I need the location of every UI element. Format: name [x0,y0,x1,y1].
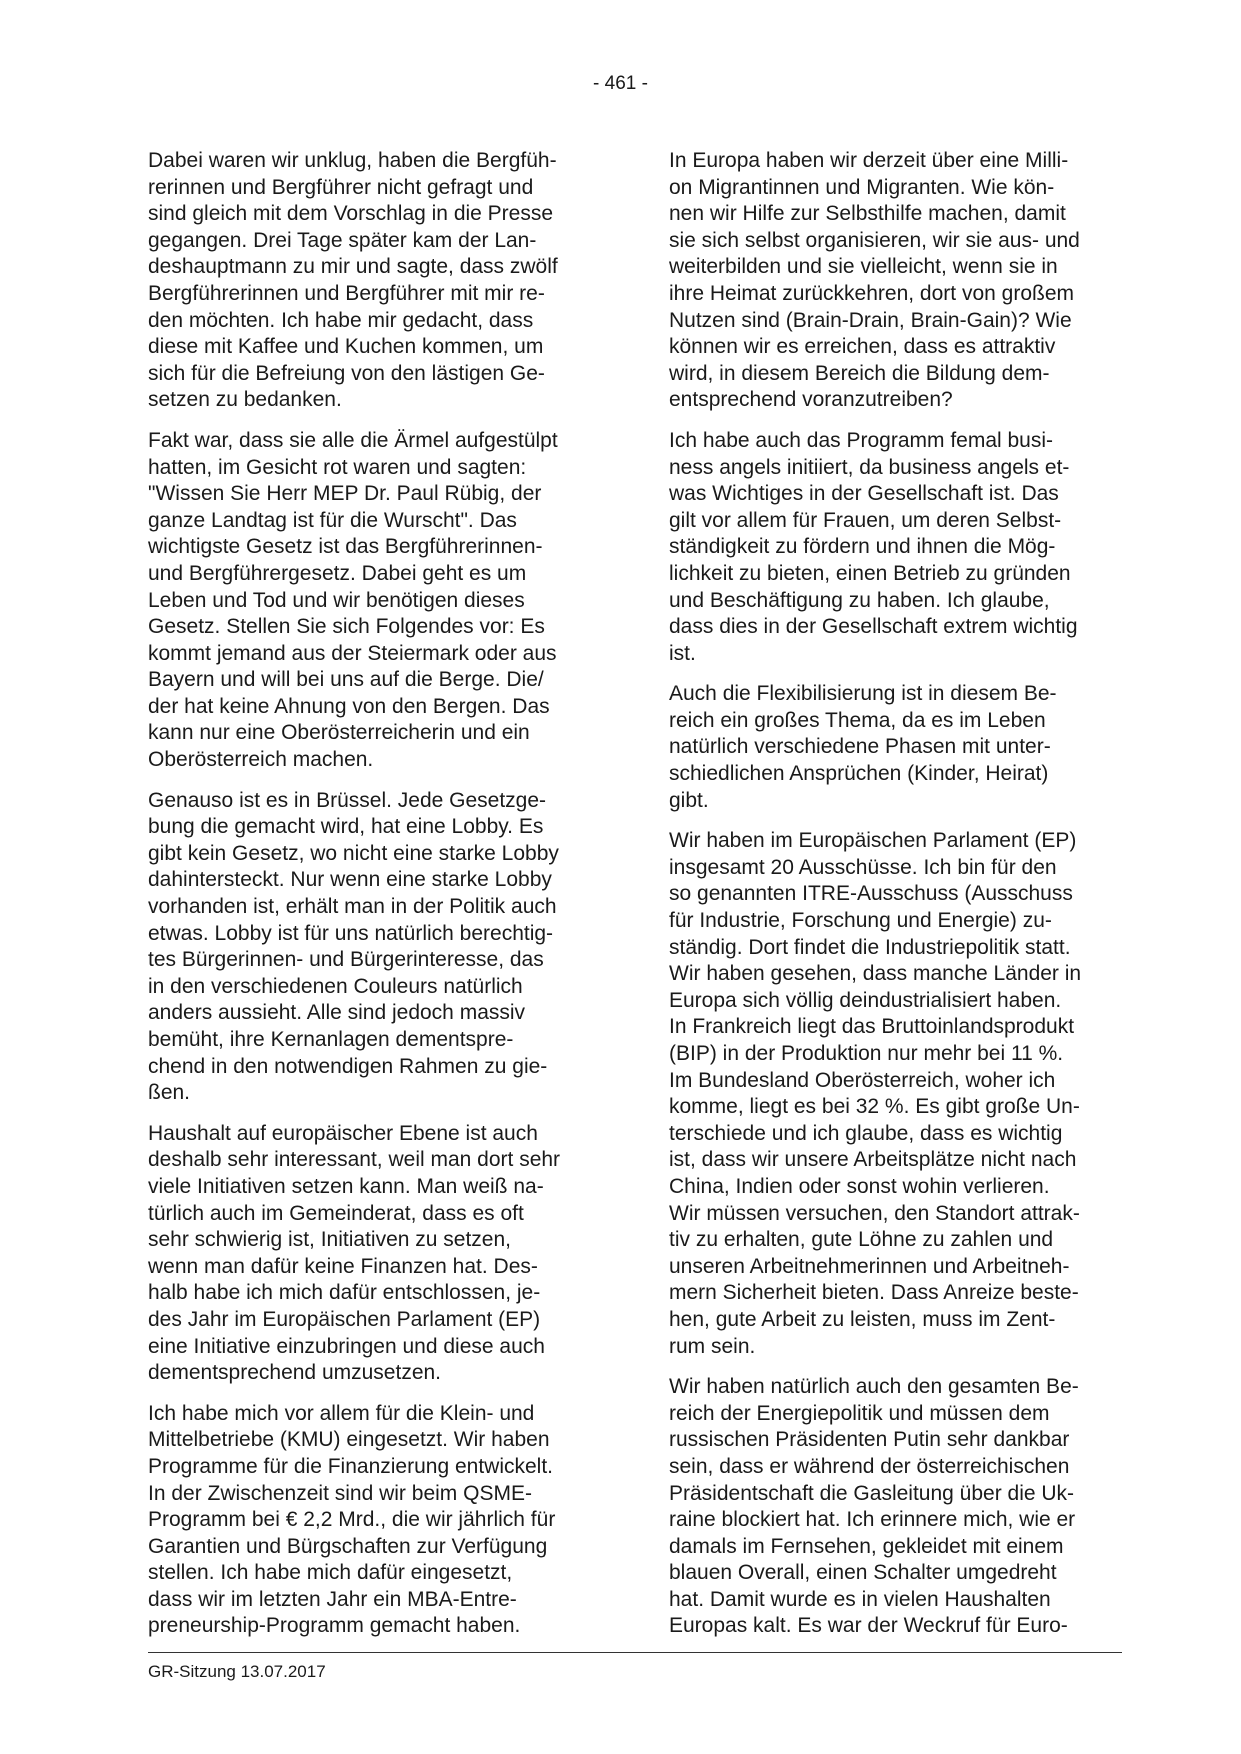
text-line: dass wir im letzten Jahr ein MBA-Entre- [148,1587,517,1611]
text-line: In Frankreich liegt das Bruttoinlandsprodukt [669,1015,1075,1039]
text-line: türlich auch im Gemeinderat, dass es oft [148,1201,524,1225]
text-line: Ich habe mich vor allem für die Klein- und [148,1401,535,1425]
text-line: Europa sich völlig deindustrialisiert haben. [669,988,1062,1012]
text-line: gibt kein Gesetz, wo nicht eine starke Lobby [148,841,559,865]
text-line: Im Bundesland Oberösterreich, woher ich [669,1068,1056,1092]
text-line: ness angels initiiert, da business angels et- [669,455,1070,479]
footer-session-date: GR-Sitzung 13.07.2017 [148,1662,326,1681]
text-line: Wir haben natürlich auch den gesamten Be- [669,1375,1079,1399]
text-line: hen, gute Arbeit zu leisten, muss im Zent- [669,1307,1056,1331]
text-line: und Beschäftigung zu haben. Ich glaube, [669,588,1050,612]
paragraph [148,428,610,774]
text-line: gegangen. Drei Tage später kam der Lan- [148,228,537,252]
text-line: dahintersteckt. Nur wenn eine starke Lobby [148,868,552,892]
text-line: ist. [669,641,696,665]
text-line: etwas. Lobby ist für uns natürlich berechtig- [148,921,554,945]
text-line: ständig. Dort findet die Industriepolitik statt. [669,935,1071,959]
text-line: weiterbilden und sie vielleicht, wenn sie in [669,255,1058,279]
text-line: preneurship-Programm gemacht haben. [148,1614,521,1638]
text-line: viele Initiativen setzen kann. Man weiß na- [148,1174,544,1198]
text-line: hat. Damit wurde es in vielen Haushalten [669,1587,1051,1611]
text-line: tiv zu erhalten, gute Löhne zu zahlen und [669,1228,1054,1252]
text-line: rum sein. [669,1334,756,1358]
right-column [669,148,1131,1654]
paragraph [669,148,1131,414]
paragraph [669,428,1131,667]
paragraph [669,1374,1131,1640]
text-line: kommt jemand aus der Steiermark oder aus [148,641,557,665]
text-line: sein, dass er während der österreichischen [669,1454,1070,1478]
paragraph [669,828,1131,1360]
text-line: und Bergführergesetz. Dabei geht es um [148,561,527,585]
text-line: sind gleich mit dem Vorschlag in die Presse [148,202,554,226]
text-line: deshauptmann zu mir und sagte, dass zwölf [148,255,558,279]
text-line: Bergführerinnen und Bergführer mit mir re- [148,281,545,305]
text-line: tes Bürgerinnen- und Bürgerinteresse, das [148,948,544,972]
text-line: In Europa haben wir derzeit über eine Milli- [669,149,1069,172]
text-line: Garantien und Bürgschaften zur Verfügung [148,1534,548,1558]
text-line: der hat keine Ahnung von den Bergen. Das [148,694,550,718]
text-line: natürlich verschiedene Phasen mit unter- [669,735,1051,759]
text-line: diese mit Kaffee und Kuchen kommen, um [148,335,544,359]
text-line: halb habe ich mich dafür entschlossen, je- [148,1281,541,1305]
text-line: blauen Overall, einen Schalter umgedreht [669,1561,1057,1585]
text-line: ständigkeit zu fördern und ihnen die Mög- [669,535,1056,559]
text-line: bung die gemacht wird, hat eine Lobby. Es [148,815,544,839]
text-line: terschiede und ich glaube, dass es wichtig [669,1121,1063,1145]
text-line: Wir müssen versuchen, den Standort attrak- [669,1201,1080,1225]
footer-divider [148,1652,1122,1653]
text-line: Genauso ist es in Brüssel. Jede Gesetzge- [148,788,547,812]
text-line: chend in den notwendigen Rahmen zu gie- [148,1054,548,1078]
text-line: sich für die Befreiung von den lästigen Ge- [148,361,545,385]
text-line: on Migrantinnen und Migranten. Wie kön- [669,175,1055,199]
text-line: insgesamt 20 Ausschüsse. Ich bin für den [669,855,1057,879]
text-line: Gesetz. Stellen Sie sich Folgendes vor: Es [148,615,545,639]
text-line: schiedlichen Ansprüchen (Kinder, Heirat) [669,762,1049,786]
text-line: anders aussieht. Alle sind jedoch massiv [148,1001,526,1025]
text-line: (BIP) in der Produktion nur mehr bei 11 %. [669,1042,1064,1065]
text-line: China, Indien oder sonst wohin verlieren. [669,1174,1050,1198]
text-line: Bayern und will bei uns auf die Berge. Die/ [148,668,544,692]
left-column [148,148,610,1654]
text-line: sie sich selbst organisieren, wir sie aus- und [669,228,1080,252]
text-line: kann nur eine Oberösterreicherin und ein [148,721,530,745]
text-line: In der Zwischenzeit sind wir beim QSME- [148,1481,532,1505]
text-line: ist, dass wir unsere Arbeitsplätze nicht nach [669,1148,1077,1172]
text-line: des Jahr im Europäischen Parlament (EP) [148,1307,541,1331]
text-line: den möchten. Ich habe mir gedacht, dass [148,308,534,332]
text-line: Wir haben im Europäischen Parlament (EP) [669,829,1077,853]
text-line: was Wichtiges in der Gesellschaft ist. Das [669,482,1059,506]
text-line: komme, liegt es bei 32 %. Es gibt große Un- [669,1095,1080,1119]
text-line: wird, in diesem Bereich die Bildung dem- [669,361,1050,385]
text-line: nen wir Hilfe zur Selbsthilfe machen, damit [669,202,1066,226]
text-line: Präsidentschaft die Gasleitung über die Uk- [669,1481,1075,1505]
text-line: dementsprechend umzusetzen. [148,1361,442,1385]
paragraph [148,1401,610,1640]
text-line: sehr schwierig ist, Initiativen zu setzen, [148,1228,511,1252]
text-line: setzen zu bedanken. [148,388,342,412]
text-line: gilt vor allem für Frauen, um deren Selbst- [669,508,1062,532]
text-line: Fakt war, dass sie alle die Ärmel aufgestülpt [148,428,558,452]
text-line: unseren Arbeitnehmerinnen und Arbeitneh- [669,1254,1070,1278]
text-line: wenn man dafür keine Finanzen hat. Des- [148,1254,538,1278]
text-line: russischen Präsidenten Putin sehr dankbar [669,1428,1070,1452]
page-number: - 461 - [593,73,648,94]
paragraph [148,1121,610,1387]
text-line: Europas kalt. Es war der Weckruf für Euro- [669,1614,1068,1638]
text-line: Haushalt auf europäischer Ebene ist auch [148,1121,538,1145]
text-line: für Industrie, Forschung und Energie) zu- [669,909,1052,933]
text-line: raine blockiert hat. Ich erinnere mich, wie er [669,1508,1076,1532]
text-line: reich ein großes Thema, da es im Leben [669,708,1046,732]
text-line: ßen. [148,1081,191,1105]
text-line: "Wissen Sie Herr MEP Dr. Paul Rübig, der [148,482,542,506]
text-line: so genannten ITRE-Ausschuss (Ausschuss [669,882,1073,906]
text-line: in den verschiedenen Couleurs natürlich [148,974,523,998]
text-line: stellen. Ich habe mich dafür eingesetzt, [148,1561,513,1585]
text-line: Wir haben gesehen, dass manche Länder in [669,962,1082,986]
text-line: entsprechend voranzutreiben? [669,388,953,412]
text-line: vorhanden ist, erhält man in der Politik auch [148,895,557,919]
text-line: Leben und Tod und wir benötigen dieses [148,588,525,612]
text-line: Programm bei € 2,2 Mrd., die wir jährlich für [148,1508,556,1532]
text-line: mern Sicherheit bieten. Dass Anreize beste- [669,1281,1079,1305]
text-line: damals im Fernsehen, gekleidet mit einem [669,1534,1064,1558]
paragraph [148,148,610,414]
text-line: rerinnen und Bergführer nicht gefragt und [148,175,534,199]
text-line: Programme für die Finanzierung entwickelt. [148,1454,554,1478]
text-line: Oberösterreich machen. [148,748,374,772]
text-line: können wir es erreichen, dass es attraktiv [669,335,1056,359]
text-line: lichkeit zu bieten, einen Betrieb zu gründen [669,561,1071,585]
paragraph [148,788,610,1107]
text-line: ihre Heimat zurückkehren, dort von großem [669,281,1074,305]
text-line: reich der Energiepolitik und müssen dem [669,1401,1050,1425]
text-line: ganze Landtag ist für die Wurscht". Das [148,508,517,532]
text-line: Ich habe auch das Programm femal busi- [669,428,1054,452]
text-line: gibt. [669,788,709,812]
text-line: deshalb sehr interessant, weil man dort sehr [148,1148,561,1172]
text-line: hatten, im Gesicht rot waren und sagten: [148,455,527,479]
text-line: wichtigste Gesetz ist das Bergführerinnen- [148,535,543,559]
text-line: bemüht, ihre Kernanlagen dementspre- [148,1028,514,1051]
text-line: Dabei waren wir unklug, haben die Bergfüh- [148,149,557,172]
paragraph [669,681,1131,814]
text-line: Auch die Flexibilisierung ist in diesem Be- [669,682,1057,706]
text-line: eine Initiative einzubringen und diese auch [148,1334,545,1358]
text-line: dass dies in der Gesellschaft extrem wichtig [669,615,1078,639]
text-line: Nutzen sind (Brain-Drain, Brain-Gain)? Wie [669,308,1072,332]
text-line: Mittelbetriebe (KMU) eingesetzt. Wir haben [148,1428,550,1452]
